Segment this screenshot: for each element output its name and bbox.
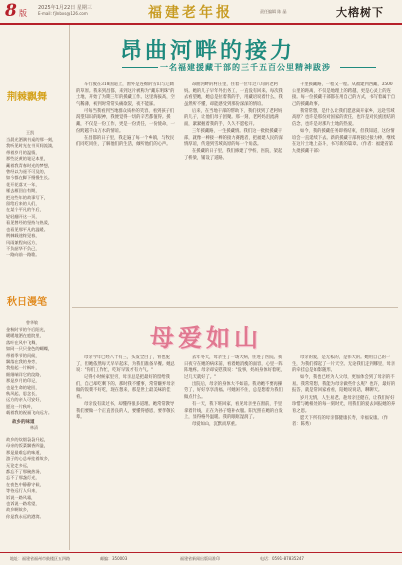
verse-line: 如同一只只金色的蝴蝶， bbox=[6, 346, 53, 352]
verse-line: 等待远行人归来， bbox=[6, 488, 40, 494]
section-title: 大榕树下 bbox=[336, 6, 384, 19]
paragraph: 千里援藏路，一程又一程。从福建到西藏，3500公里的距离，不仅是地理上的跨越，更是心灵上的连接。每一位援藏干部都在用自己的方式，书写着属于自己的援藏故事。 bbox=[292, 82, 396, 107]
verse-line: 暖暖地洒在庭院里， bbox=[6, 333, 44, 339]
verse-line: 游子的心总牵挂着故乡， bbox=[6, 456, 53, 462]
feature-headline: 昂曲河畔的接力 bbox=[120, 38, 296, 64]
verse-line: 那是最难忘的味道， bbox=[6, 449, 44, 455]
verse-line: 也诉说一路希望， bbox=[6, 501, 40, 507]
page-label: 版 bbox=[19, 9, 27, 18]
subtitle-rule-right bbox=[340, 67, 376, 68]
verse-line: 我拾起一片枫叶， bbox=[6, 365, 40, 371]
story-column-1 bbox=[76, 355, 178, 543]
paragraph: 母亲的爱，是无私的，是伟大的。她用自己的一生，为我们撑起了一片天空。无论我们走到哪里，母亲的牵挂总是如影随形。 bbox=[292, 355, 396, 374]
paragraph: 记得小时候家里穷，母亲总是把最好的留给我们，自己却吃剩下的。那时我不懂事，常常嫌弃母亲做的饭菜不好吃，现在想来，那是世上最美味的佳肴。 bbox=[76, 375, 175, 401]
verse-line: 花开花落又一年， bbox=[6, 181, 40, 187]
paragraph: 愿天下所有的母亲都健康长寿，幸福安康。（作者：陈秀） bbox=[292, 415, 389, 428]
footer-license: 福建省新闻出版局准印 bbox=[180, 556, 220, 561]
verse-line: 当晨光洒满书桌的那一刻， bbox=[6, 137, 57, 142]
feature-column-1 bbox=[76, 82, 178, 304]
left-poetry-column bbox=[0, 25, 70, 550]
subtitle-rule-left bbox=[122, 67, 158, 68]
verse-line: 把这些年的故事写下， bbox=[6, 194, 48, 200]
paragraph: 如今，我也已经为人父母，更加体会到了母亲的不易。我常常想，我能为母亲做些什么呢？也许，最好的报答，就是常回家看看，陪她说说话，聊聊天。 bbox=[292, 375, 396, 394]
paragraph: 母亲今年已经八十有三，头发全白了，背也驼了，但她依然每天早早起床，为我们准备早餐。她总说："你们工作忙，吃好早饭才有力气。" bbox=[76, 355, 175, 374]
verse-line: 如今都在脚下慢慢生长。 bbox=[6, 175, 53, 181]
verse-line: 留给后来的人们， bbox=[6, 201, 40, 207]
editor-credit: 责任编辑 陈 晶 bbox=[260, 9, 287, 14]
verse-line: 风雨兼程向远方， bbox=[6, 239, 40, 245]
contact-email: E-mail: fjlnbxs@126.com bbox=[38, 11, 88, 16]
feature-subheadline: 一名福建援藏干部的三千五百公里精神跋涉 bbox=[160, 62, 331, 72]
verse-line: 都忘不了那碗热汤， bbox=[6, 469, 44, 475]
paragraph: 车行驶在318国道上，窗外是连绵的雪山与辽阔的草原。我来到昌都，来到这片被称为"藏东明珠"的土地，开始了为期三年的援藏工作。这里海拔高，空气稀薄，初到时常常头痛欲裂，夜不能寐。 bbox=[76, 82, 175, 107]
poem-title-3: 故乡的味道 bbox=[12, 420, 35, 425]
verse-line: 那是岁月的印记， bbox=[6, 378, 40, 384]
verse-line: 我听见时光在书页间流淌， bbox=[6, 143, 57, 149]
verse-line: 秋风起，思念长， bbox=[6, 391, 40, 397]
verse-line: 那些泛黄的笔记本里， bbox=[6, 156, 48, 162]
poem-body-1 bbox=[6, 137, 66, 259]
verse-line: 也看见那平凡的温暖。 bbox=[6, 226, 48, 232]
verse-line: 曾经以为遥不可及的， bbox=[6, 169, 48, 175]
paragraph: 有一天，我下班回家，看见母亲坐在窗前，手里拿着针线，正在为孙子缝补衣服。阳光照在她的白发上，显得格外温暖。我的眼眶湿润了。 bbox=[184, 402, 283, 421]
page-number: 8 bbox=[5, 1, 17, 21]
verse-line: 也是生命的轮回， bbox=[6, 384, 40, 390]
page-header bbox=[0, 0, 402, 25]
verse-line: 金秋时节的午后阳光， bbox=[6, 327, 48, 332]
poem-author-3: 林清 bbox=[30, 425, 38, 430]
verse-line: 轻轻翻开这一页， bbox=[6, 213, 40, 219]
poem-author-1: 王凯 bbox=[26, 130, 34, 135]
verse-line: 雁去雁回自有期， bbox=[6, 188, 40, 194]
verse-line: 诉说一路风霜， bbox=[6, 494, 36, 500]
verse-line: 无论走多远， bbox=[6, 462, 32, 468]
paragraph: 出院后，母亲的身体大不如前。我劝她不要再操劳了，好好享享清福。可她闲不住，总是想着为我们做点什么。 bbox=[184, 381, 283, 401]
poem-author-2: 曾华敏 bbox=[26, 320, 38, 325]
masthead-logo: 福建老年报 bbox=[148, 5, 233, 21]
verse-line: 荆棘载途终见春， bbox=[6, 233, 40, 239]
feature-column-2 bbox=[184, 82, 286, 304]
verse-line: 在夜色中静静守候， bbox=[6, 481, 44, 487]
verse-line: 藏着我青春时光的梦想， bbox=[6, 162, 53, 168]
paragraph: 母亲没有读过书，却懂得很多道理。她常常教导我们要做一个正直善良的人，要懂得感恩，要孝敬长辈。 bbox=[76, 402, 175, 421]
verse-line: 落叶在风中飞舞， bbox=[6, 339, 40, 345]
verse-line: 细细端详它的纹路， bbox=[6, 371, 44, 377]
verse-line: 看见曾经的坚持与热爱， bbox=[6, 220, 53, 226]
verse-line: 在某个平凡的午后， bbox=[6, 207, 44, 213]
article-divider bbox=[72, 307, 398, 308]
issue-date: 2025年1月22日 星期三 bbox=[38, 5, 92, 11]
verse-line: 你是我永远的港湾。 bbox=[6, 513, 44, 519]
verse-line: 带着季节的问候， bbox=[6, 352, 40, 358]
poem-title-2: 秋日漫笔 bbox=[7, 297, 47, 308]
verse-line: 故乡啊故乡， bbox=[6, 507, 32, 513]
feature-column-3 bbox=[292, 82, 396, 304]
paragraph: 三年援藏路，一生援藏情。我们这一批批援藏干部，就像一棒接一棒的接力赛跑者，把福建人民的深情厚谊，传递到雪域高原的每一个角落。 bbox=[184, 129, 283, 148]
story-headline: 母爱如山 bbox=[150, 323, 262, 352]
verse-line: 带着岁月的温情， bbox=[6, 149, 40, 155]
verse-line: 愿这一片秋叶， bbox=[6, 403, 36, 409]
story-column-2 bbox=[184, 355, 286, 543]
footer-phone: 电话：0591-87835247 bbox=[260, 556, 304, 561]
verse-line: 一路向前一路歌。 bbox=[6, 252, 40, 258]
paragraph: 可每当我看到当地群众质朴的笑容，看到孩子们渴望知识的眼神，我便觉得一切的辛苦都值得。援藏，不仅是一份工作，更是一份责任，一份使命，一份跨越千山万水的情谊。 bbox=[76, 108, 175, 134]
paragraph: 岁月无情，人生易老。趁母亲还健在，让我们好好珍惜与她相处的每一刻时光，用我们的爱去回报她的养育之恩。 bbox=[292, 395, 396, 414]
footer-postcode: 邮编：350003 bbox=[100, 556, 128, 561]
paragraph: 我常常想，是什么让我们愿意离开家乡，远赴雪域高原？也许是那份对国家的责任，也许是对民族团结的信念，也许是对那片土地的热爱。 bbox=[292, 108, 396, 128]
poem-body-3 bbox=[6, 437, 66, 520]
paragraph: 去年冬天，母亲生了一场大病，住进了医院。我日夜守在她的病床前，看着她消瘦的面容，心里一阵阵地疼。母亲却安慰我说："没事，妈妈身体好着呢，过几天就好了。" bbox=[184, 355, 285, 380]
verse-line: 不负韶华不负己， bbox=[6, 245, 40, 251]
verse-line: 母亲的饭菜飘香四溢， bbox=[6, 443, 48, 449]
paragraph: 在援藏的日子里，我们修建了学校、医院，架起了桥梁，铺设了道路。 bbox=[184, 149, 283, 162]
footer-address: 地址：福建省福州市鼓楼区五四路 bbox=[10, 556, 70, 561]
verse-line: 载着我的祝福飞向远方。 bbox=[6, 410, 53, 416]
page-footer bbox=[0, 552, 402, 565]
verse-line: 忘不了那盏灯光， bbox=[6, 475, 40, 481]
story-column-3 bbox=[292, 355, 396, 543]
paragraph: 如今，我的援藏任务即将结束，但我知道，这份情谊会一直延续下去。新的援藏干部将接过接力棒，继续在这片土地上奋斗，书写新的篇章。（作者：福建省第九批援藏干部） bbox=[292, 129, 396, 154]
verse-line: 故乡的炊烟袅袅升起， bbox=[6, 437, 48, 442]
paragraph: 后来，在当地干部的帮助下，我们找到了老阿妈的儿子，让他们母子团聚。那一刻，老阿妈泪流满面，紧紧握着我的手，久久不愿松开。 bbox=[184, 108, 283, 128]
paragraph: 母爱如山，沉默而厚重。 bbox=[192, 422, 240, 428]
poem-title-1: 荆棘飘舞 bbox=[7, 92, 47, 103]
paragraph: 昂曲河畔的村庄里，住着一位年过八旬的老阿妈。她的儿子早年外出务工，一直没有回来。每次我去看望她，她总是拉着我的手，用藏语说着什么，我虽然听不懂，却能感受到那份深深的情谊。 bbox=[184, 82, 283, 107]
poem-body-2 bbox=[6, 327, 66, 417]
verse-line: 飘落在我的身旁， bbox=[6, 359, 40, 365]
paragraph: 在昌都的日子里，我走遍了每一个乡镇，与牧民们同吃同住，了解他们的生活，倾听他们的心声。 bbox=[76, 135, 175, 148]
verse-line: 远方的亲人可安好， bbox=[6, 397, 44, 403]
